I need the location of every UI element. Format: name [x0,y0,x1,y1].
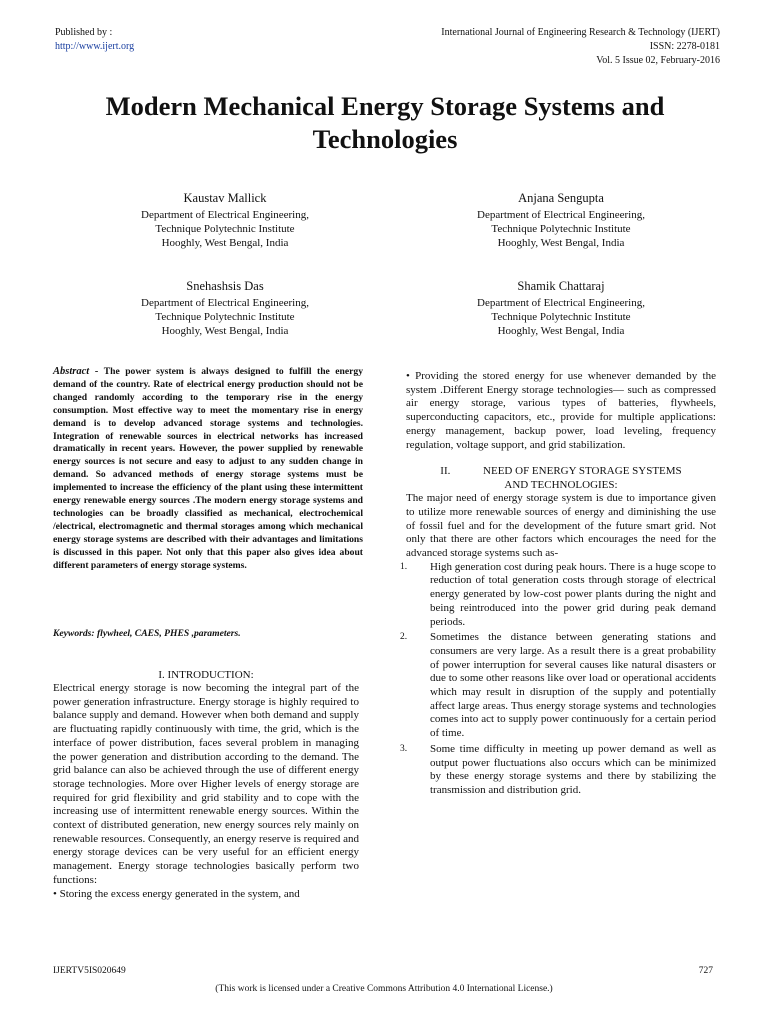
author-location: Hooghly, West Bengal, India [161,325,289,337]
author-dept: Department of Electrical Engineering, [141,297,309,309]
author-dept: Department of Electrical Engineering, [477,297,645,309]
author-location: Hooghly, West Bengal, India [497,325,625,337]
author-inst: Technique Polytechnic Institute [155,223,295,235]
author-dept: Department of Electrical Engineering, [141,209,309,221]
author-name: Snehashsis Das [186,279,264,293]
list-item-number: 1. [400,561,408,572]
paper-title [40,90,730,156]
list-item-text: Sometimes the distance between generating stations and consumers are very large. As a result there is a great probability of power interruption for several causes like natural disasters or due to some other reasons like over load or operational accidents which may result in disruption of the supply and potentially affect large areas. Thus energy storage systems and technologies comes into act to supply power continuously for a certain period of time. [430,631,716,740]
author-block [75,190,375,250]
publisher-block [55,26,134,54]
right-column [400,370,716,800]
author-name: Shamik Chattaraj [517,279,605,293]
section-2-title-line-2: AND TECHNOLOGIES: [504,479,618,492]
author-inst: Technique Polytechnic Institute [491,223,631,235]
section-2-title-line-1: NEED OF ENERGY STORAGE SYSTEMS [483,465,682,478]
section-2-heading [406,464,716,492]
list-item [400,742,716,798]
list-item-text: Some time difficulty in meeting up power demand as well as output power fluctuations also occurs which can be minimized by these energy storage systems and there by stabilizing the transmission and distribution grid. [430,742,716,796]
section-2-number: II. [440,465,451,478]
abstract-label: Abstract - [53,366,99,377]
abstract-text: The power system is always designed to fulfill the energy demand of the country. Rate of electrical energy production should not be changed randomly according to the temporary rise in the energy consumption. Most effective way to meet the momentary rise in energy demand is to develop advanced storage systems and technologies. Integration of renewable sources in electrical networks has increased dramatically in recent years. However, the power supplied by renewable energy sources is not secure and easy to adjust to any sudden change in demand. So advanced methods of energy storage systems must be implemented to increase the efficiency of the plant using these intermittent energy renewable energy sources .The modern energy storage systems and technologies can be broadly classified as mechanical, electrochemical /electrical, electromagnetic and thermal storages among which mechanical energy storage systems are described with their advantages and limitations is discussed in this paper. Not only that this paper also gives idea about different parameters of energy storage systems. [53,366,363,571]
list-item-text: High generation cost during peak hours. There is a huge scope to reduction of total generation costs through storage of electrical energy generated by low-cost power plants during the night and being reintroduced into the power grid during peak demand periods. [430,560,716,628]
introduction-section [53,668,359,901]
list-item [400,560,716,630]
author-block [411,190,711,250]
journal-name: International Journal of Engineering Research & Technology (IJERT) [441,27,720,38]
keywords: Keywords: flywheel, CAES, PHES ,parameters. [53,628,241,639]
introduction-paragraph: Electrical energy storage is now becoming the integral part of the power generation infrastructure. Energy storage is highly required to balance supply and demand. However when both demand and supply are fluctuating rapidly continuously with time, the grid, which is the interface of power distribution, faces several problem in managing the power generation and distribution according to the demand. The grid balance can also be achieved through the use of different energy storage technologies. More over Higher levels of energy storage are required for grid flexibility and grid stability and to cope with the increasing use of intermittent renewable energy sources. Within the context of distributed generation, new energy sources rely mainly on renewable resources. Consequently, an energy reserve is required and energy storage devices can be very useful for an efficient energy management. Energy storage technologies basically perform two functions: [53,682,359,886]
page-number: 727 [698,966,713,976]
issn: ISSN: 2278-0181 [649,41,720,52]
author-name: Anjana Sengupta [518,191,604,205]
paper-id: IJERTV5IS020649 [53,966,126,976]
license-note: (This work is licensed under a Creative Commons Attribution 4.0 International License.) [215,984,553,994]
author-block [75,278,375,338]
author-block [411,278,711,338]
journal-url-link[interactable]: http://www.ijert.org [55,41,135,52]
bullet-storing: • Storing the excess energy generated in the system, and [53,887,300,900]
section-2-paragraph: The major need of energy storage system is due to importance given to utilize more renewable sources of energy and diminishing the use of fossil fuel and for the development of the future smart grid. Not only that there are other factors which encourages the need for the advanced storage systems such as- [406,492,716,560]
author-location: Hooghly, West Bengal, India [161,237,289,249]
author-inst: Technique Polytechnic Institute [491,311,631,323]
needs-list [400,560,716,798]
author-inst: Technique Polytechnic Institute [155,311,295,323]
title-line-2: Technologies [312,124,458,154]
abstract [53,366,363,573]
bullet-providing: • Providing the stored energy for use whenever demanded by the system .Different Energy storage technologies— such as compressed air energy storage, various types of batteries, flywheels, superconducting capacitors, etc., provide for multiple applications: energy management, backup power, load leveling, frequency regulation, voltage support, and grid stabilization. [406,370,716,451]
published-by-label: Published by : [55,27,113,38]
author-dept: Department of Electrical Engineering, [477,209,645,221]
list-item [400,631,716,741]
author-location: Hooghly, West Bengal, India [497,237,625,249]
list-item-number: 2. [400,632,408,643]
title-line-1: Modern Mechanical Energy Storage Systems and [105,91,665,121]
list-item-number: 3. [400,743,408,754]
volume-issue: Vol. 5 Issue 02, February-2016 [596,55,720,66]
journal-info-block [441,26,720,68]
introduction-heading: I. INTRODUCTION: [158,669,254,681]
author-name: Kaustav Mallick [183,191,267,205]
